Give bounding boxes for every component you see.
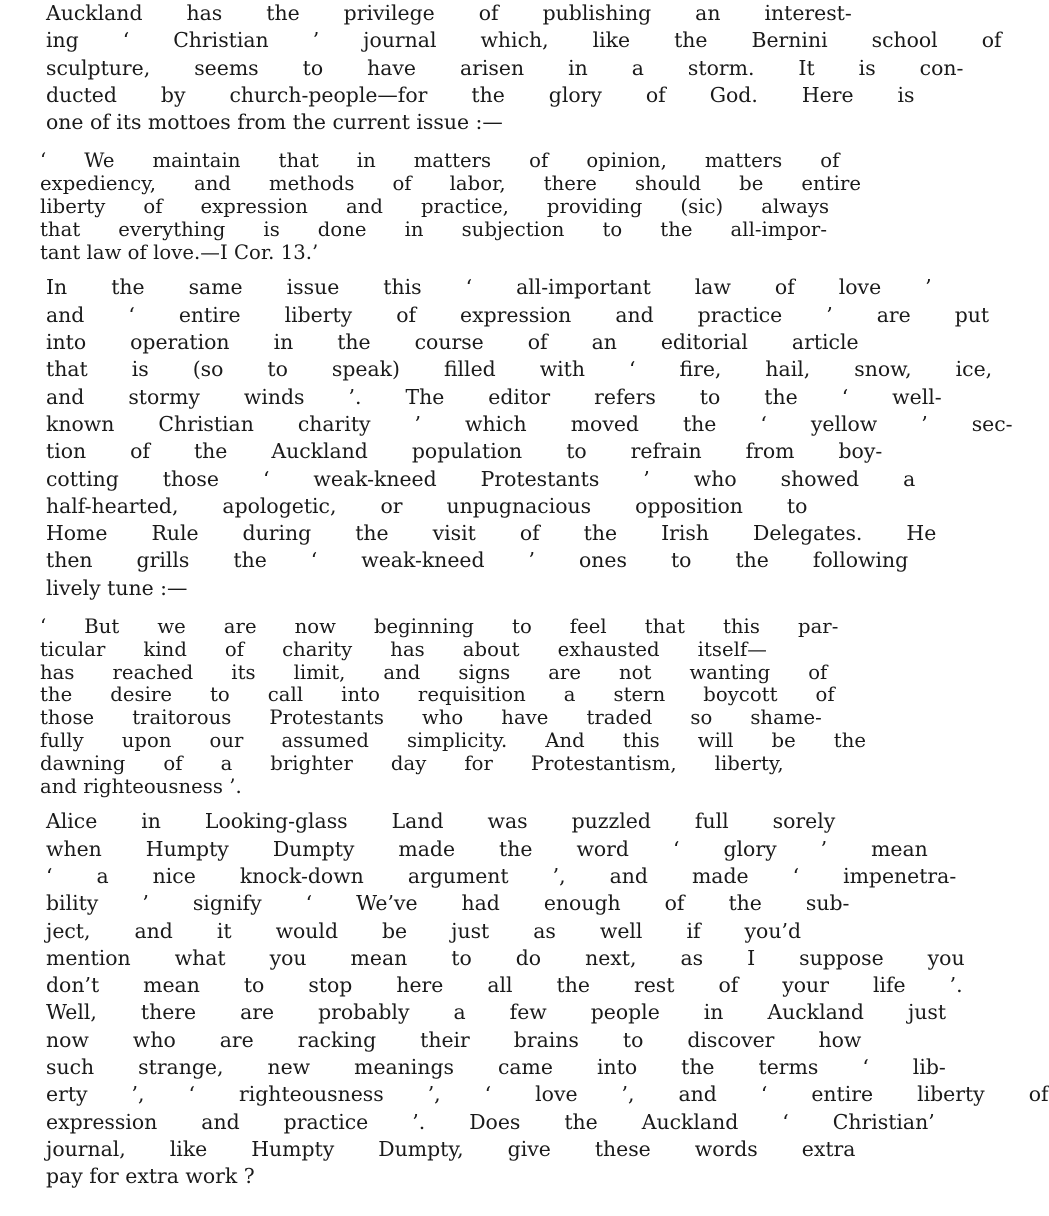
text-line: one of its mottoes from the current issue :—: [46, 110, 503, 135]
paragraph-2: [2, 274, 1013, 602]
quote-line: ‘ We maintain that in matters of opinion, matters of: [40, 149, 840, 173]
quote-line: dawning of a brighter day for Protestantism, liberty,: [40, 751, 784, 775]
text-line: that is (so to speak) filled with ‘ fire, hail, snow, ice,: [46, 357, 993, 382]
text-line: erty ’, ‘ righteousness ’, ‘ love ’, and ‘ entire liberty of: [46, 1082, 1049, 1107]
article-column: [2, 0, 1049, 1191]
quote-line: and righteousness ’.: [40, 774, 242, 798]
text-line: Alice in Looking-glass Land was puzzled full sorely: [46, 809, 836, 834]
text-line: pay for extra work ?: [46, 1164, 255, 1189]
text-line: cotting those ‘ weak-kneed Protestants ’ who showed a: [46, 466, 916, 491]
text-line: then grills the ‘ weak-kneed ’ ones to the following: [46, 548, 909, 573]
text-line: ject, and it would be just as well if you’d: [46, 918, 801, 943]
text-line: Well, there are probably a few people in Auckland just: [46, 1000, 947, 1025]
text-line: tion of the Auckland population to refrain from boy-: [46, 439, 883, 464]
text-line: and ‘ entire liberty of expression and practice ’ are put: [46, 302, 990, 327]
text-line: into operation in the course of an editorial article: [46, 330, 859, 355]
quote-line: liberty of expression and practice, providing (sic) always: [40, 195, 830, 219]
text-line: bility ’ signify ‘ We’ve had enough of the sub-: [46, 891, 850, 916]
text-line: mention what you mean to do next, as I suppose you: [46, 945, 965, 970]
paragraph-1: [2, 0, 1002, 136]
text-line: Auckland has the privilege of publishing an interest-: [46, 1, 852, 25]
text-line: known Christian charity ’ which moved the ‘ yellow ’ sec-: [46, 411, 1013, 436]
quote-line: the desire to call into requisition a stern boycott of: [40, 683, 835, 707]
text-line: when Humpty Dumpty made the word ‘ glory ’ mean: [46, 836, 928, 861]
text-line: sculpture, seems to have arisen in a storm. It is con-: [46, 55, 964, 80]
quote-line: has reached its limit, and signs are not wanting of: [40, 660, 828, 684]
quote-1: [2, 149, 862, 264]
quote-line: fully upon our assumed simplicity. And this will be the: [40, 729, 867, 753]
quote-line: those traitorous Protestants who have traded so shame-: [40, 706, 822, 730]
text-line: lively tune :—: [46, 575, 188, 600]
text-line: half-hearted, apologetic, or unpugnacious opposition to: [46, 493, 808, 518]
text-line: ing ‘ Christian ’ journal which, like the Bernini school of: [46, 28, 1002, 53]
paragraph-3: [2, 808, 1049, 1190]
text-line: expression and practice ’. Does the Auckland ‘ Christian’: [46, 1109, 935, 1134]
quote-line: expediency, and methods of labor, there should be entire: [40, 172, 862, 196]
quote-2: [2, 615, 867, 798]
quote-line: tant law of love.—I Cor. 13.’: [40, 240, 319, 264]
text-line: ducted by church-people—for the glory of God. Here is: [46, 82, 915, 107]
text-line: now who are racking their brains to discover how: [46, 1027, 862, 1052]
text-line: Home Rule during the visit of the Irish Delegates. He: [46, 521, 937, 546]
quote-line: ticular kind of charity has about exhausted itself—: [40, 637, 767, 661]
text-line: and stormy winds ’. The editor refers to the ‘ well-: [46, 384, 942, 409]
text-line: don’t mean to stop here all the rest of your life ’.: [46, 973, 963, 998]
text-line: ‘ a nice knock-down argument ’, and made ‘ impenetra-: [46, 864, 957, 888]
text-line: In the same issue this ‘ all-important law of love ’: [46, 275, 932, 300]
text-line: journal, like Humpty Dumpty, give these words extra: [46, 1136, 856, 1161]
quote-line: ‘ But we are now beginning to feel that this par-: [40, 615, 839, 639]
quote-line: that everything is done in subjection to the all-impor-: [40, 217, 828, 241]
text-line: such strange, new meanings came into the terms ‘ lib-: [46, 1055, 946, 1080]
